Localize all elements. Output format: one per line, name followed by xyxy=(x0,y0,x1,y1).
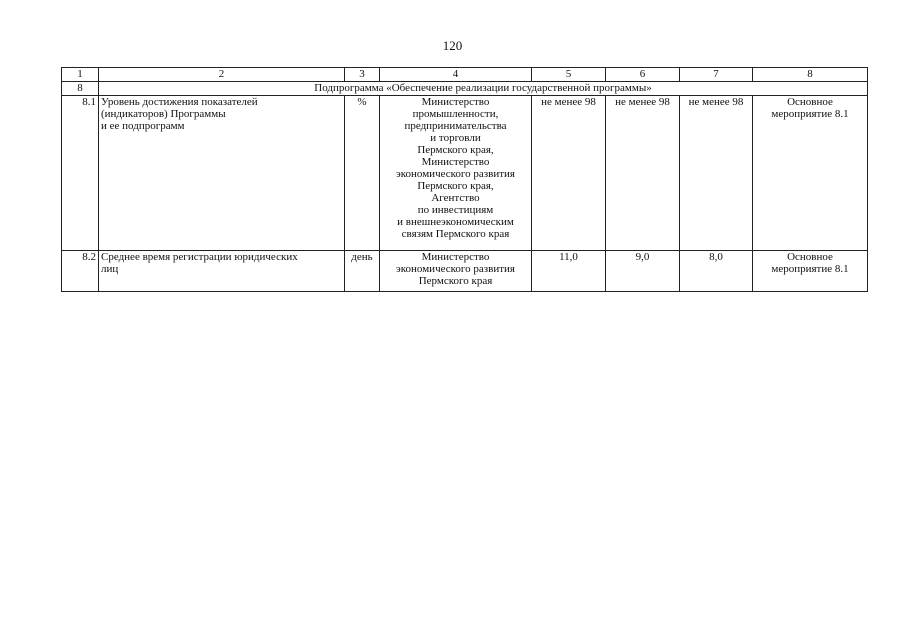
executor: Министерство экономического развития Пермского края xyxy=(380,251,532,292)
value-col-7: 8,0 xyxy=(680,251,753,292)
main-event: Основное мероприятие 8.1 xyxy=(753,251,868,292)
value-col-5: не менее 98 xyxy=(532,96,606,251)
unit: день xyxy=(345,251,380,292)
table-row xyxy=(62,251,868,292)
column-header: 5 xyxy=(532,68,606,82)
subprogram-number: 8 xyxy=(62,82,99,96)
column-header: 6 xyxy=(606,68,680,82)
column-header: 1 xyxy=(62,68,99,82)
subprogram-row xyxy=(62,82,868,96)
value-col-6: не менее 98 xyxy=(606,96,680,251)
column-header: 8 xyxy=(753,68,868,82)
column-header: 3 xyxy=(345,68,380,82)
executor: Министерство промышленности, предпринимательства и торговли Пермского края, Министерство экономического развития Пермского края, Агентство по инвестициям и внешнеэкономическим связям Пермского края xyxy=(380,96,532,251)
indicators-table xyxy=(61,67,868,292)
page-number: 120 xyxy=(442,38,463,53)
table-row xyxy=(62,96,868,251)
main-event: Основное мероприятие 8.1 xyxy=(753,96,868,251)
column-header: 4 xyxy=(380,68,532,82)
value-col-5: 11,0 xyxy=(532,251,606,292)
column-number-row xyxy=(62,68,868,82)
indicator-name: Уровень достижения показателей (индикаторов) Программы и ее подпрограмм xyxy=(99,96,345,251)
indicator-name: Среднее время регистрации юридических лиц xyxy=(99,251,345,292)
column-header: 2 xyxy=(99,68,345,82)
column-header: 7 xyxy=(680,68,753,82)
subprogram-title: Подпрограмма «Обеспечение реализации государственной программы» xyxy=(99,82,868,96)
row-number: 8.1 xyxy=(62,96,99,251)
row-number: 8.2 xyxy=(62,251,99,292)
unit: % xyxy=(345,96,380,251)
value-col-6: 9,0 xyxy=(606,251,680,292)
value-col-7: не менее 98 xyxy=(680,96,753,251)
